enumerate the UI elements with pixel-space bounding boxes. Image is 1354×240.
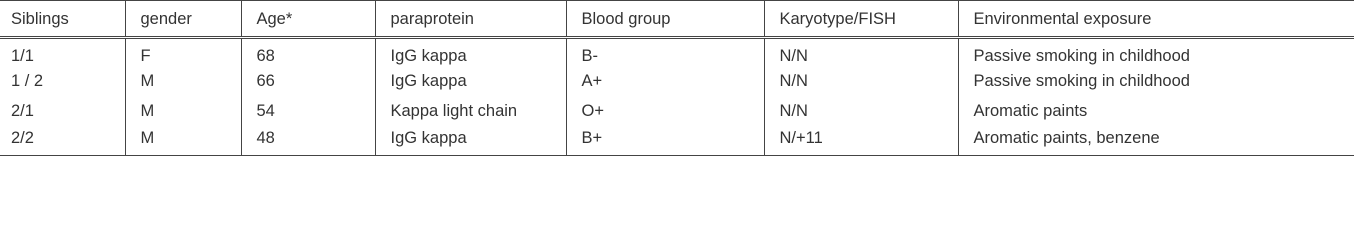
cell-siblings: 2/2 xyxy=(0,126,125,156)
cell-age: 68 xyxy=(241,38,375,68)
cell-siblings: 1/1 xyxy=(11,46,34,65)
header-blood-group: Blood group xyxy=(566,1,764,38)
cell-paraprotein: Kappa light chain xyxy=(375,97,566,127)
cell-siblings: 2/1 xyxy=(11,101,34,120)
cell-age: 48 xyxy=(241,126,375,156)
header-environmental-exposure: Environmental exposure xyxy=(958,1,1354,38)
table-header-row xyxy=(0,1,1354,38)
cell-siblings: 1 / 2 xyxy=(11,72,44,91)
cell-gender: M xyxy=(125,126,241,156)
cell-environmental-exposure: Aromatic paints, benzene xyxy=(958,126,1354,156)
header-siblings: Siblings xyxy=(0,1,125,38)
cell-environmental-exposure: Passive smoking in childhood xyxy=(958,38,1354,68)
cell-karyotype-fish: N/+11 xyxy=(764,126,958,156)
cell-blood-group: O+ xyxy=(566,97,764,127)
header-karyotype-fish: Karyotype/FISH xyxy=(764,1,958,38)
cell-blood-group: A+ xyxy=(566,67,764,97)
header-paraprotein: paraprotein xyxy=(375,1,566,38)
cell-environmental-exposure: Passive smoking in childhood xyxy=(958,67,1354,97)
cell-gender: F xyxy=(125,38,241,68)
cell-age: 66 xyxy=(241,67,375,97)
table-row xyxy=(0,38,1354,68)
cell-blood-group: B- xyxy=(566,38,764,68)
table-row xyxy=(0,97,1354,127)
cell-blood-group: B+ xyxy=(566,126,764,156)
cell-paraprotein: IgG kappa xyxy=(375,67,566,97)
table-row xyxy=(0,126,1354,156)
cell-karyotype-fish: N/N xyxy=(764,97,958,127)
header-age: Age* xyxy=(241,1,375,38)
table-row xyxy=(0,67,1354,97)
header-gender: gender xyxy=(125,1,241,38)
cell-paraprotein: IgG kappa xyxy=(375,126,566,156)
cell-environmental-exposure: Aromatic paints xyxy=(958,97,1354,127)
cell-age: 54 xyxy=(241,97,375,127)
cell-paraprotein: IgG kappa xyxy=(375,38,566,68)
cell-karyotype-fish: N/N xyxy=(764,38,958,68)
cell-gender: M xyxy=(125,67,241,97)
cell-gender: M xyxy=(125,97,241,127)
cell-karyotype-fish: N/N xyxy=(764,67,958,97)
